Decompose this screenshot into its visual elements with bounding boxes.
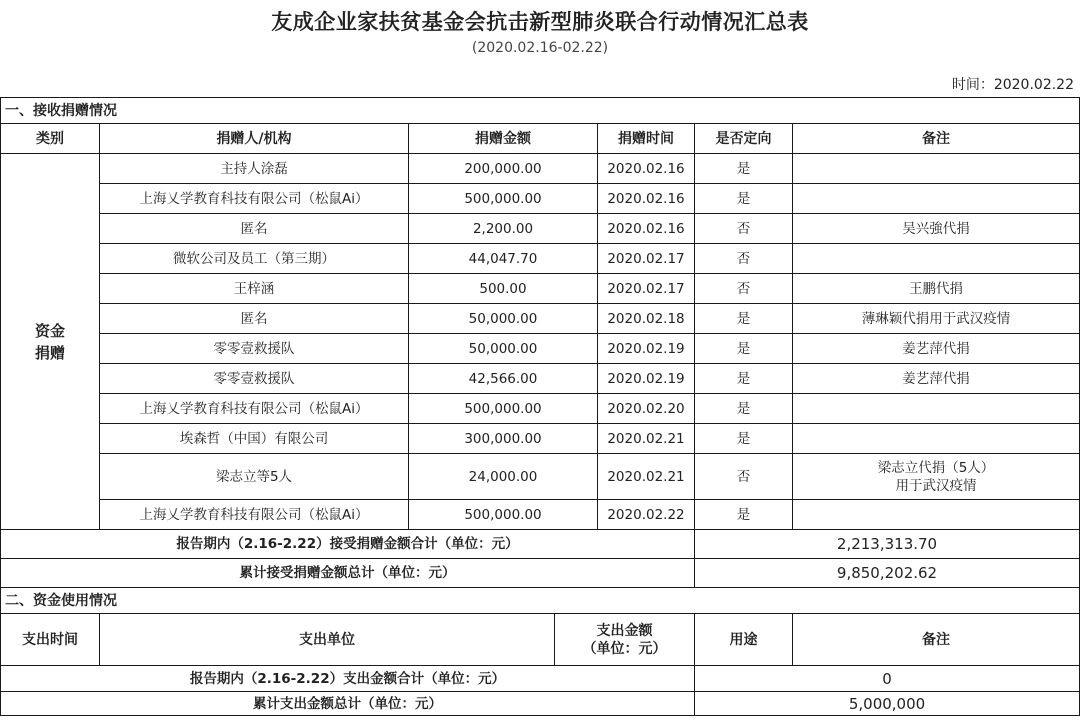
amount-cell: 200,000.00 bbox=[409, 154, 598, 184]
date-cell: 2020.02.17 bbox=[598, 274, 695, 304]
header-donor: 捐赠人/机构 bbox=[100, 124, 409, 154]
note-cell bbox=[793, 274, 1080, 304]
header-expense-note: 备注 bbox=[793, 614, 1080, 666]
note-cell bbox=[793, 394, 1080, 424]
date-cell: 2020.02.19 bbox=[598, 364, 695, 394]
donor-cell: 零零壹救援队 bbox=[100, 334, 409, 364]
expense-cumulative-total-label: 累计支出金额总计（单位：元） bbox=[1, 692, 695, 716]
directed-cell: 是 bbox=[695, 154, 793, 184]
table-row bbox=[1, 334, 1080, 364]
note-text: 吴兴強代捐 bbox=[902, 220, 970, 237]
date-cell: 2020.02.16 bbox=[598, 154, 695, 184]
amount-cell: 50,000.00 bbox=[409, 304, 598, 334]
directed-cell: 是 bbox=[695, 500, 793, 530]
donation-period-total bbox=[1, 530, 1080, 559]
directed-cell: 否 bbox=[695, 274, 793, 304]
header-date: 捐赠时间 bbox=[598, 124, 695, 154]
section2-title: 二、资金使用情况 bbox=[1, 588, 1080, 614]
donor-cell: 上海乂学教育科技有限公司（松鼠Ai） bbox=[100, 500, 409, 530]
note-cell bbox=[793, 500, 1080, 530]
expense-cumulative-total-value: 5,000,000 bbox=[695, 692, 1080, 716]
directed-cell: 是 bbox=[695, 364, 793, 394]
note-cell bbox=[793, 154, 1080, 184]
amount-cell: 2,200.00 bbox=[409, 214, 598, 244]
note-cell bbox=[793, 244, 1080, 274]
header-expense-purpose: 用途 bbox=[695, 614, 793, 666]
header-directed: 是否定向 bbox=[695, 124, 793, 154]
donation-cumulative-total bbox=[1, 559, 1080, 588]
section1-header-row bbox=[1, 98, 1080, 124]
date-cell: 2020.02.17 bbox=[598, 244, 695, 274]
note-cell bbox=[793, 424, 1080, 454]
date-cell: 2020.02.18 bbox=[598, 304, 695, 334]
table-row bbox=[1, 274, 1080, 304]
amount-cell: 500.00 bbox=[409, 274, 598, 304]
donor-cell: 微软公司及员工（第三期） bbox=[100, 244, 409, 274]
date-cell: 2020.02.20 bbox=[598, 394, 695, 424]
date-cell: 2020.02.21 bbox=[598, 424, 695, 454]
header-category: 类别 bbox=[1, 124, 100, 154]
donation-period-total-label: 报告期内（2.16-2.22）接受捐赠金额合计（单位：元） bbox=[1, 530, 695, 559]
note-cell bbox=[793, 304, 1080, 334]
header-expense-amount bbox=[555, 614, 695, 666]
note-text: 王鹏代捐 bbox=[909, 280, 964, 297]
directed-cell: 否 bbox=[695, 454, 793, 500]
table-row bbox=[1, 214, 1080, 244]
donation-period-total-value: 2,213,313.70 bbox=[695, 530, 1080, 559]
date-cell: 2020.02.16 bbox=[598, 184, 695, 214]
donor-cell: 零零壹救援队 bbox=[100, 364, 409, 394]
header-expense-time: 支出时间 bbox=[1, 614, 100, 666]
section1-title: 一、接收捐赠情况 bbox=[1, 98, 1080, 124]
expense-period-total bbox=[1, 666, 1080, 692]
report-time: 时间：2020.02.22 bbox=[951, 77, 1074, 93]
date-cell: 2020.02.22 bbox=[598, 500, 695, 530]
header-expense-unit: 支出单位 bbox=[100, 614, 555, 666]
table-row bbox=[1, 500, 1080, 530]
category-label-line1: 资金 bbox=[34, 321, 65, 340]
amount-cell: 44,047.70 bbox=[409, 244, 598, 274]
expense-period-total-label: 报告期内（2.16-2.22）支出金额合计（单位：元） bbox=[1, 666, 695, 692]
date-cell: 2020.02.19 bbox=[598, 334, 695, 364]
table-row bbox=[1, 154, 1080, 184]
expense-period-total-value: 0 bbox=[695, 666, 1080, 692]
donation-cumulative-total-label: 累计接受捐赠金额总计（单位：元） bbox=[1, 559, 695, 588]
table-row bbox=[1, 244, 1080, 274]
section1-column-headers bbox=[1, 124, 1080, 154]
table-row bbox=[1, 394, 1080, 424]
amount-cell: 500,000.00 bbox=[409, 184, 598, 214]
note-text-line2: 用于武汉疫情 bbox=[895, 477, 977, 494]
directed-cell: 是 bbox=[695, 184, 793, 214]
expense-cumulative-total bbox=[1, 692, 1080, 716]
directed-cell: 是 bbox=[695, 334, 793, 364]
header-amount: 捐赠金额 bbox=[409, 124, 598, 154]
amount-cell: 42,566.00 bbox=[409, 364, 598, 394]
amount-cell: 500,000.00 bbox=[409, 394, 598, 424]
directed-cell: 否 bbox=[695, 214, 793, 244]
header-expense-amount-line2: （单位：元） bbox=[582, 640, 667, 657]
donor-cell: 埃森哲（中国）有限公司 bbox=[100, 424, 409, 454]
note-text: 姜艺萍代捐 bbox=[902, 370, 970, 387]
note-cell bbox=[793, 364, 1080, 394]
note-text: 薄琳颖代捐用于武汉疫情 bbox=[861, 310, 1011, 327]
table-row bbox=[1, 184, 1080, 214]
table-row bbox=[1, 454, 1080, 500]
note-cell bbox=[793, 184, 1080, 214]
date-cell: 2020.02.21 bbox=[598, 454, 695, 500]
note-text: 梁志立代捐（5人） bbox=[877, 459, 995, 476]
note-cell bbox=[793, 214, 1080, 244]
amount-cell: 300,000.00 bbox=[409, 424, 598, 454]
directed-cell: 是 bbox=[695, 394, 793, 424]
note-text: 姜艺萍代捐 bbox=[902, 340, 970, 357]
section2-column-headers bbox=[1, 614, 1080, 666]
table-row bbox=[1, 364, 1080, 394]
amount-cell: 24,000.00 bbox=[409, 454, 598, 500]
donor-cell: 梁志立等5人 bbox=[100, 454, 409, 500]
donor-cell: 匿名 bbox=[100, 304, 409, 334]
donor-cell: 主持人涂磊 bbox=[100, 154, 409, 184]
amount-cell: 50,000.00 bbox=[409, 334, 598, 364]
donor-cell: 王梓涵 bbox=[100, 274, 409, 304]
directed-cell: 是 bbox=[695, 304, 793, 334]
donor-cell: 上海乂学教育科技有限公司（松鼠Ai） bbox=[100, 394, 409, 424]
note-cell bbox=[793, 334, 1080, 364]
page-title: 友成企业家扶贫基金会抗击新型肺炎联合行动情况汇总表 bbox=[271, 10, 809, 34]
category-cell bbox=[1, 154, 100, 530]
donor-cell: 上海乂学教育科技有限公司（松鼠Ai） bbox=[100, 184, 409, 214]
directed-cell: 是 bbox=[695, 424, 793, 454]
note-cell bbox=[793, 454, 1080, 500]
summary-table bbox=[0, 97, 1080, 716]
category-label-line2: 捐赠 bbox=[34, 343, 65, 362]
table-row bbox=[1, 304, 1080, 334]
header-expense-amount-line1: 支出金额 bbox=[596, 622, 653, 639]
section2-header-row bbox=[1, 588, 1080, 614]
amount-cell: 500,000.00 bbox=[409, 500, 598, 530]
header-note: 备注 bbox=[793, 124, 1080, 154]
page-subtitle: (2020.02.16-02.22) bbox=[471, 40, 609, 56]
table-row bbox=[1, 424, 1080, 454]
donor-cell: 匿名 bbox=[100, 214, 409, 244]
date-cell: 2020.02.16 bbox=[598, 214, 695, 244]
donation-cumulative-total-value: 9,850,202.62 bbox=[695, 559, 1080, 588]
directed-cell: 否 bbox=[695, 244, 793, 274]
